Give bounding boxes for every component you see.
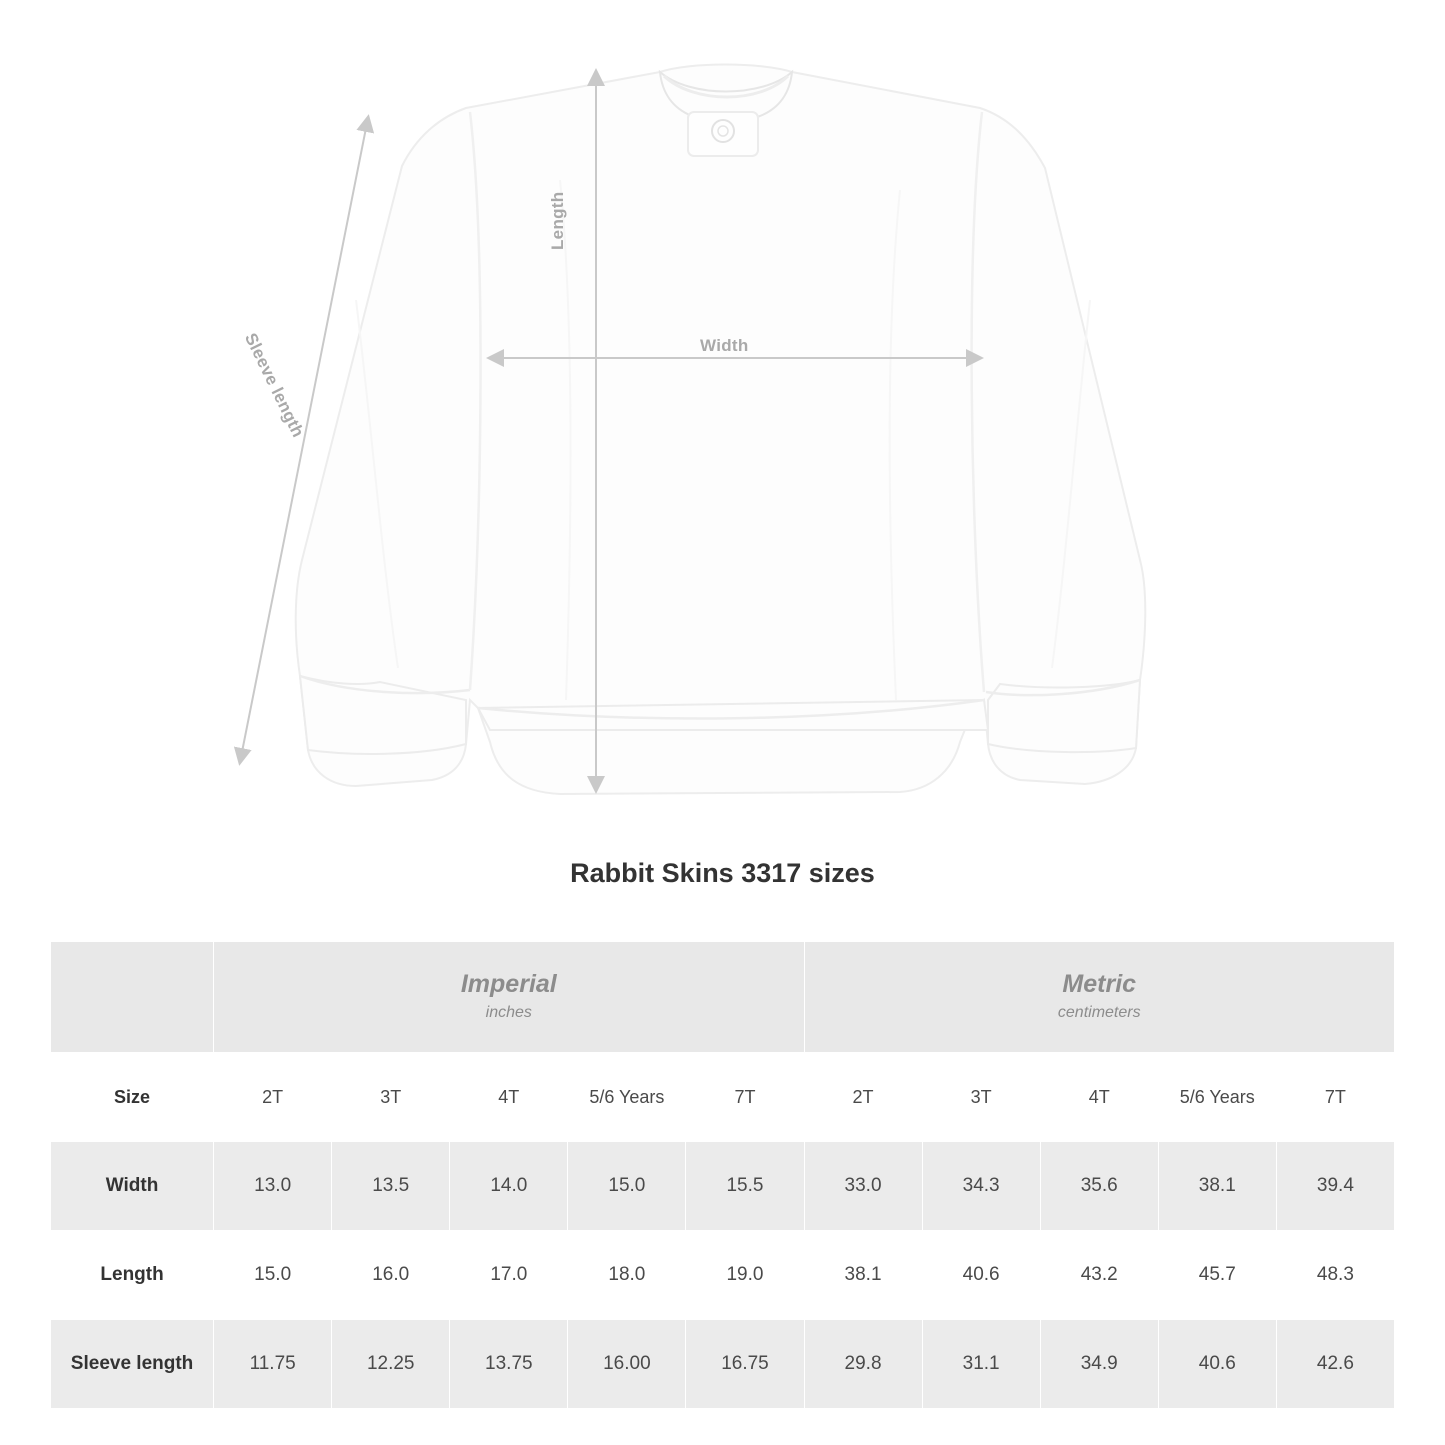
row-label-length: Length: [51, 1231, 214, 1320]
unit-metric-sub: centimeters: [1057, 1003, 1141, 1021]
cell-length-metric-4t: 43.2: [1040, 1231, 1158, 1320]
cell-sleeve-imperial-4t: 13.75: [450, 1320, 568, 1409]
cell-length-metric-3t: 40.6: [922, 1231, 1040, 1320]
cell-sleeve-imperial-3t: 12.25: [332, 1320, 450, 1409]
cell-width-metric-3t: 34.3: [922, 1142, 1040, 1231]
sweatshirt-shape: [296, 65, 1146, 795]
width-dimension-label: Width: [700, 336, 749, 355]
unit-imperial-sub: inches: [485, 1003, 532, 1021]
header-cell-size: Size: [51, 1053, 214, 1142]
table-row: [51, 1231, 1395, 1320]
sleeve-length-dimension-label: Sleeve length: [240, 330, 308, 441]
header-cell-imperial-4t: 4T: [450, 1053, 568, 1142]
header-cell-imperial-3t: 3T: [332, 1053, 450, 1142]
neck-tag: [688, 112, 758, 156]
cell-width-imperial-7t: 15.5: [686, 1142, 804, 1231]
header-cell-imperial-7t: 7T: [686, 1053, 804, 1142]
unit-group-metric: [804, 942, 1395, 1053]
header-cell-metric-7t: 7T: [1276, 1053, 1394, 1142]
cell-sleeve-metric-2t: 29.8: [804, 1320, 922, 1409]
row-label-sleeve-length: Sleeve length: [51, 1320, 214, 1409]
cell-width-metric-2t: 33.0: [804, 1142, 922, 1231]
cell-width-metric-5-6-years: 38.1: [1158, 1142, 1276, 1231]
cell-length-imperial-5-6-years: 18.0: [568, 1231, 686, 1320]
cell-sleeve-metric-7t: 42.6: [1276, 1320, 1394, 1409]
cell-width-imperial-4t: 14.0: [450, 1142, 568, 1231]
size-table-container: [50, 941, 1395, 1409]
page-title: Rabbit Skins 3317 sizes: [570, 858, 875, 888]
cell-sleeve-imperial-7t: 16.75: [686, 1320, 804, 1409]
header-cell-imperial-5-6-years: 5/6 Years: [568, 1053, 686, 1142]
table-row: [51, 1142, 1395, 1231]
unit-metric-name: Metric: [1062, 969, 1137, 998]
cell-width-imperial-5-6-years: 15.0: [568, 1142, 686, 1231]
cell-length-metric-5-6-years: 45.7: [1158, 1231, 1276, 1320]
size-header-row: [51, 1053, 1395, 1142]
cell-width-metric-7t: 39.4: [1276, 1142, 1394, 1231]
cell-width-metric-4t: 35.6: [1040, 1142, 1158, 1231]
row-label-width: Width: [51, 1142, 214, 1231]
unit-spacer-cell: [51, 942, 214, 1053]
cell-sleeve-metric-5-6-years: 40.6: [1158, 1320, 1276, 1409]
length-dimension-label: Length: [548, 191, 567, 250]
cell-width-imperial-2t: 13.0: [214, 1142, 332, 1231]
header-cell-imperial-2t: 2T: [214, 1053, 332, 1142]
cell-length-imperial-2t: 15.0: [214, 1231, 332, 1320]
cell-sleeve-metric-4t: 34.9: [1040, 1320, 1158, 1409]
cell-width-imperial-3t: 13.5: [332, 1142, 450, 1231]
size-chart-table: [50, 941, 1395, 1409]
cell-length-imperial-7t: 19.0: [686, 1231, 804, 1320]
header-cell-metric-2t: 2T: [804, 1053, 922, 1142]
unit-group-imperial: [214, 942, 804, 1053]
header-cell-metric-5-6-years: 5/6 Years: [1158, 1053, 1276, 1142]
cell-length-imperial-3t: 16.0: [332, 1231, 450, 1320]
cell-sleeve-metric-3t: 31.1: [922, 1320, 1040, 1409]
cell-sleeve-imperial-5-6-years: 16.00: [568, 1320, 686, 1409]
header-cell-metric-4t: 4T: [1040, 1053, 1158, 1142]
unit-imperial-name: Imperial: [460, 969, 557, 998]
table-row: [51, 1320, 1395, 1409]
cell-length-metric-2t: 38.1: [804, 1231, 922, 1320]
unit-header-row: [51, 942, 1395, 1053]
cell-sleeve-imperial-2t: 11.75: [214, 1320, 332, 1409]
cell-length-imperial-4t: 17.0: [450, 1231, 568, 1320]
cell-length-metric-7t: 48.3: [1276, 1231, 1394, 1320]
header-cell-metric-3t: 3T: [922, 1053, 1040, 1142]
